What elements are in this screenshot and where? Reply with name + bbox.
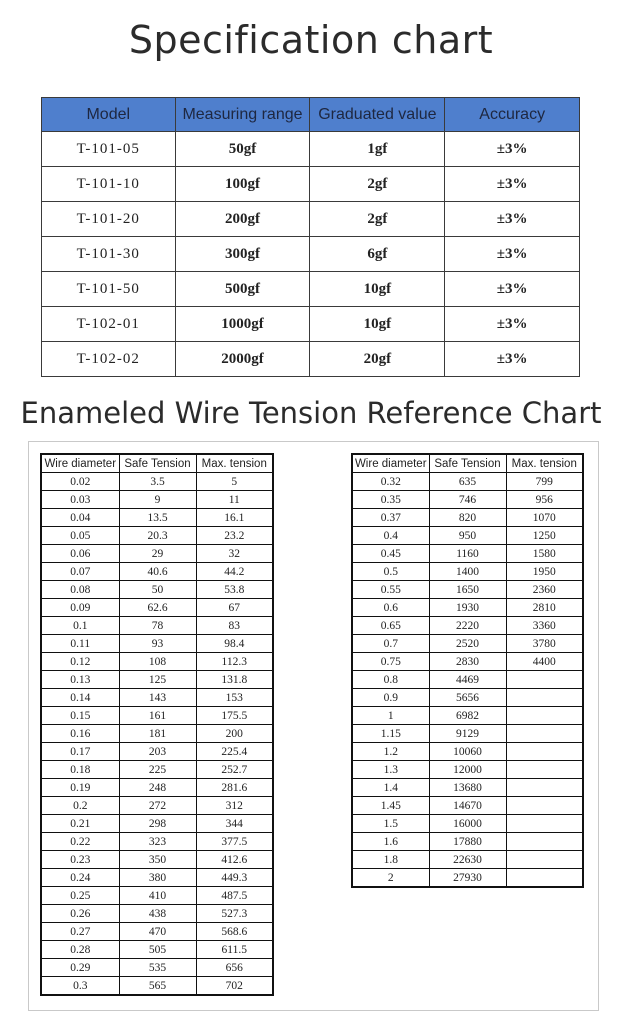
safe-tension-cell: 635 xyxy=(429,473,506,491)
graduated-value-cell: 10gf xyxy=(310,307,445,342)
wire-diameter-cell: 1.6 xyxy=(352,833,429,851)
max-tension-cell: 568.6 xyxy=(196,923,273,941)
safe-tension-cell: 6982 xyxy=(429,707,506,725)
wire-diameter-cell: 1.4 xyxy=(352,779,429,797)
header-wire-diameter: Wire diameter xyxy=(41,454,119,473)
graduated-value-cell: 2gf xyxy=(310,167,445,202)
max-tension-cell: 3360 xyxy=(506,617,583,635)
spec-table-row xyxy=(42,307,580,342)
wire-diameter-cell: 0.25 xyxy=(41,887,119,905)
header-safe-tension: Safe Tension xyxy=(119,454,196,473)
max-tension-cell xyxy=(506,851,583,869)
safe-tension-cell: 78 xyxy=(119,617,196,635)
wire-diameter-cell: 0.02 xyxy=(41,473,119,491)
wire-diameter-cell: 0.14 xyxy=(41,689,119,707)
max-tension-cell: 112.3 xyxy=(196,653,273,671)
wire-diameter-cell: 0.6 xyxy=(352,599,429,617)
safe-tension-cell: 950 xyxy=(429,527,506,545)
accuracy-cell: ±3% xyxy=(445,307,580,342)
max-tension-cell: 53.8 xyxy=(196,581,273,599)
tension-table-row xyxy=(352,797,583,815)
accuracy-cell: ±3% xyxy=(445,202,580,237)
tension-table-row xyxy=(41,707,273,725)
safe-tension-cell: 5656 xyxy=(429,689,506,707)
tension-table-row xyxy=(41,887,273,905)
wire-diameter-cell: 0.35 xyxy=(352,491,429,509)
tension-table-row xyxy=(41,797,273,815)
max-tension-cell xyxy=(506,869,583,888)
max-tension-cell: 487.5 xyxy=(196,887,273,905)
spec-table-row xyxy=(42,272,580,307)
tension-table-row xyxy=(352,869,583,888)
wire-diameter-cell: 0.13 xyxy=(41,671,119,689)
wire-diameter-cell: 0.22 xyxy=(41,833,119,851)
wire-diameter-cell: 0.3 xyxy=(41,977,119,996)
tension-table-row xyxy=(41,815,273,833)
tension-table-left xyxy=(40,453,274,996)
safe-tension-cell: 820 xyxy=(429,509,506,527)
tension-table-row xyxy=(41,491,273,509)
graduated-value-cell: 6gf xyxy=(310,237,445,272)
spec-header-graduated-value: Graduated value xyxy=(310,98,445,132)
tension-table-row xyxy=(352,779,583,797)
accuracy-cell: ±3% xyxy=(445,342,580,377)
tension-table-right xyxy=(351,453,584,888)
tension-table-row xyxy=(352,527,583,545)
tension-table-row xyxy=(41,923,273,941)
measuring-range-cell: 300gf xyxy=(175,237,310,272)
wire-diameter-cell: 0.23 xyxy=(41,851,119,869)
tension-table-row xyxy=(41,977,273,996)
wire-diameter-cell: 0.07 xyxy=(41,563,119,581)
wire-diameter-cell: 0.04 xyxy=(41,509,119,527)
max-tension-cell: 1950 xyxy=(506,563,583,581)
wire-diameter-cell: 0.29 xyxy=(41,959,119,977)
max-tension-cell: 200 xyxy=(196,725,273,743)
max-tension-cell: 1070 xyxy=(506,509,583,527)
safe-tension-cell: 14670 xyxy=(429,797,506,815)
max-tension-cell: 5 xyxy=(196,473,273,491)
max-tension-cell: 1580 xyxy=(506,545,583,563)
tension-table-row xyxy=(352,581,583,599)
max-tension-cell: 281.6 xyxy=(196,779,273,797)
safe-tension-cell: 27930 xyxy=(429,869,506,888)
wire-diameter-cell: 0.37 xyxy=(352,509,429,527)
measuring-range-cell: 2000gf xyxy=(175,342,310,377)
max-tension-cell: 32 xyxy=(196,545,273,563)
max-tension-cell: 702 xyxy=(196,977,273,996)
spec-chart-title: Specification chart xyxy=(128,18,494,62)
max-tension-cell xyxy=(506,797,583,815)
model-cell: T-101-05 xyxy=(42,132,176,167)
wire-diameter-cell: 0.21 xyxy=(41,815,119,833)
safe-tension-cell: 161 xyxy=(119,707,196,725)
max-tension-cell xyxy=(506,833,583,851)
spec-table xyxy=(41,97,580,377)
max-tension-cell: 799 xyxy=(506,473,583,491)
safe-tension-cell: 438 xyxy=(119,905,196,923)
tension-table-row xyxy=(352,491,583,509)
wire-diameter-cell: 0.15 xyxy=(41,707,119,725)
tension-table-row xyxy=(352,599,583,617)
safe-tension-cell: 181 xyxy=(119,725,196,743)
tension-table-row xyxy=(41,635,273,653)
header-safe-tension: Safe Tension xyxy=(429,454,506,473)
safe-tension-cell: 1650 xyxy=(429,581,506,599)
safe-tension-cell: 9 xyxy=(119,491,196,509)
measuring-range-cell: 50gf xyxy=(175,132,310,167)
spec-table-row xyxy=(42,237,580,272)
wire-diameter-cell: 0.11 xyxy=(41,635,119,653)
wire-diameter-cell: 0.26 xyxy=(41,905,119,923)
max-tension-cell: 377.5 xyxy=(196,833,273,851)
tension-table-row xyxy=(41,545,273,563)
wire-diameter-cell: 0.7 xyxy=(352,635,429,653)
max-tension-cell: 98.4 xyxy=(196,635,273,653)
max-tension-cell xyxy=(506,815,583,833)
graduated-value-cell: 20gf xyxy=(310,342,445,377)
wire-diameter-cell: 0.9 xyxy=(352,689,429,707)
max-tension-cell: 611.5 xyxy=(196,941,273,959)
tension-chart-panel xyxy=(28,441,599,1011)
model-cell: T-101-20 xyxy=(42,202,176,237)
tension-table-row xyxy=(352,635,583,653)
tension-table-row xyxy=(352,761,583,779)
tension-table-row xyxy=(41,833,273,851)
safe-tension-cell: 10060 xyxy=(429,743,506,761)
tension-chart-title: Enameled Wire Tension Reference Chart xyxy=(20,396,602,430)
wire-diameter-cell: 0.18 xyxy=(41,761,119,779)
model-cell: T-101-50 xyxy=(42,272,176,307)
max-tension-cell: 2810 xyxy=(506,599,583,617)
tension-table-row xyxy=(41,779,273,797)
safe-tension-cell: 16000 xyxy=(429,815,506,833)
max-tension-cell: 4400 xyxy=(506,653,583,671)
tension-table-row xyxy=(41,653,273,671)
tension-table-row xyxy=(41,959,273,977)
spec-table-row xyxy=(42,342,580,377)
wire-diameter-cell: 0.08 xyxy=(41,581,119,599)
max-tension-cell: 527.3 xyxy=(196,905,273,923)
safe-tension-cell: 1160 xyxy=(429,545,506,563)
graduated-value-cell: 1gf xyxy=(310,132,445,167)
accuracy-cell: ±3% xyxy=(445,272,580,307)
measuring-range-cell: 100gf xyxy=(175,167,310,202)
safe-tension-cell: 746 xyxy=(429,491,506,509)
tension-table-row xyxy=(41,563,273,581)
max-tension-cell: 656 xyxy=(196,959,273,977)
safe-tension-cell: 20.3 xyxy=(119,527,196,545)
tension-table-row xyxy=(41,851,273,869)
tension-table-row xyxy=(41,671,273,689)
safe-tension-cell: 50 xyxy=(119,581,196,599)
safe-tension-cell: 12000 xyxy=(429,761,506,779)
header-max-tension: Max. tension xyxy=(196,454,273,473)
wire-diameter-cell: 1.8 xyxy=(352,851,429,869)
safe-tension-cell: 203 xyxy=(119,743,196,761)
max-tension-cell xyxy=(506,743,583,761)
wire-diameter-cell: 0.06 xyxy=(41,545,119,563)
wire-diameter-cell: 0.8 xyxy=(352,671,429,689)
tension-table-row xyxy=(352,509,583,527)
spec-header-measuring-range: Measuring range xyxy=(175,98,310,132)
tension-table-row xyxy=(352,653,583,671)
measuring-range-cell: 200gf xyxy=(175,202,310,237)
max-tension-cell: 175.5 xyxy=(196,707,273,725)
wire-diameter-cell: 1.15 xyxy=(352,725,429,743)
safe-tension-cell: 40.6 xyxy=(119,563,196,581)
safe-tension-cell: 565 xyxy=(119,977,196,996)
max-tension-cell: 956 xyxy=(506,491,583,509)
max-tension-cell xyxy=(506,725,583,743)
safe-tension-cell: 29 xyxy=(119,545,196,563)
tension-table-row xyxy=(352,689,583,707)
safe-tension-cell: 505 xyxy=(119,941,196,959)
wire-diameter-cell: 0.27 xyxy=(41,923,119,941)
tension-table-row xyxy=(352,833,583,851)
safe-tension-cell: 470 xyxy=(119,923,196,941)
tension-table-row xyxy=(41,941,273,959)
tension-table-row xyxy=(41,617,273,635)
wire-diameter-cell: 0.12 xyxy=(41,653,119,671)
safe-tension-cell: 225 xyxy=(119,761,196,779)
safe-tension-cell: 350 xyxy=(119,851,196,869)
header-max-tension: Max. tension xyxy=(506,454,583,473)
max-tension-cell: 1250 xyxy=(506,527,583,545)
safe-tension-cell: 125 xyxy=(119,671,196,689)
safe-tension-cell: 380 xyxy=(119,869,196,887)
wire-diameter-cell: 1.5 xyxy=(352,815,429,833)
spec-header-model: Model xyxy=(42,98,176,132)
safe-tension-cell: 410 xyxy=(119,887,196,905)
wire-diameter-cell: 0.16 xyxy=(41,725,119,743)
tension-table-row xyxy=(41,905,273,923)
tension-table-row xyxy=(352,743,583,761)
wire-diameter-cell: 1.3 xyxy=(352,761,429,779)
model-cell: T-102-02 xyxy=(42,342,176,377)
safe-tension-cell: 9129 xyxy=(429,725,506,743)
wire-diameter-cell: 0.2 xyxy=(41,797,119,815)
max-tension-cell: 44.2 xyxy=(196,563,273,581)
wire-diameter-cell: 0.28 xyxy=(41,941,119,959)
tension-table-row xyxy=(352,707,583,725)
wire-diameter-cell: 1 xyxy=(352,707,429,725)
safe-tension-cell: 3.5 xyxy=(119,473,196,491)
safe-tension-cell: 13680 xyxy=(429,779,506,797)
safe-tension-cell: 17880 xyxy=(429,833,506,851)
max-tension-cell: 67 xyxy=(196,599,273,617)
max-tension-cell: 131.8 xyxy=(196,671,273,689)
max-tension-cell: 16.1 xyxy=(196,509,273,527)
wire-diameter-cell: 1.2 xyxy=(352,743,429,761)
tension-table-row xyxy=(41,599,273,617)
wire-diameter-cell: 0.32 xyxy=(352,473,429,491)
safe-tension-cell: 248 xyxy=(119,779,196,797)
max-tension-cell xyxy=(506,671,583,689)
wire-diameter-cell: 0.24 xyxy=(41,869,119,887)
spec-header-accuracy: Accuracy xyxy=(445,98,580,132)
safe-tension-cell: 1400 xyxy=(429,563,506,581)
tension-table-row xyxy=(41,869,273,887)
model-cell: T-101-30 xyxy=(42,237,176,272)
safe-tension-cell: 2520 xyxy=(429,635,506,653)
safe-tension-cell: 535 xyxy=(119,959,196,977)
tension-table-row xyxy=(352,851,583,869)
wire-diameter-cell: 0.03 xyxy=(41,491,119,509)
safe-tension-cell: 323 xyxy=(119,833,196,851)
max-tension-cell: 83 xyxy=(196,617,273,635)
tension-header-row xyxy=(41,454,273,473)
model-cell: T-101-10 xyxy=(42,167,176,202)
tension-table-row xyxy=(41,581,273,599)
wire-diameter-cell: 0.45 xyxy=(352,545,429,563)
max-tension-cell xyxy=(506,707,583,725)
safe-tension-cell: 1930 xyxy=(429,599,506,617)
graduated-value-cell: 10gf xyxy=(310,272,445,307)
graduated-value-cell: 2gf xyxy=(310,202,445,237)
safe-tension-cell: 272 xyxy=(119,797,196,815)
tension-table-row xyxy=(41,689,273,707)
wire-diameter-cell: 0.4 xyxy=(352,527,429,545)
max-tension-cell: 2360 xyxy=(506,581,583,599)
wire-diameter-cell: 0.17 xyxy=(41,743,119,761)
wire-diameter-cell: 0.19 xyxy=(41,779,119,797)
tension-table-row xyxy=(41,473,273,491)
max-tension-cell xyxy=(506,779,583,797)
safe-tension-cell: 108 xyxy=(119,653,196,671)
safe-tension-cell: 298 xyxy=(119,815,196,833)
safe-tension-cell: 4469 xyxy=(429,671,506,689)
max-tension-cell: 153 xyxy=(196,689,273,707)
measuring-range-cell: 500gf xyxy=(175,272,310,307)
accuracy-cell: ±3% xyxy=(445,167,580,202)
spec-table-row xyxy=(42,132,580,167)
wire-diameter-cell: 1.45 xyxy=(352,797,429,815)
tension-table-row xyxy=(41,761,273,779)
safe-tension-cell: 2830 xyxy=(429,653,506,671)
wire-diameter-cell: 2 xyxy=(352,869,429,888)
wire-diameter-cell: 0.09 xyxy=(41,599,119,617)
tension-table-row xyxy=(352,815,583,833)
header-wire-diameter: Wire diameter xyxy=(352,454,429,473)
wire-diameter-cell: 0.65 xyxy=(352,617,429,635)
model-cell: T-102-01 xyxy=(42,307,176,342)
measuring-range-cell: 1000gf xyxy=(175,307,310,342)
safe-tension-cell: 143 xyxy=(119,689,196,707)
wire-diameter-cell: 0.1 xyxy=(41,617,119,635)
wire-diameter-cell: 0.05 xyxy=(41,527,119,545)
max-tension-cell: 412.6 xyxy=(196,851,273,869)
spec-table-row xyxy=(42,167,580,202)
max-tension-cell: 11 xyxy=(196,491,273,509)
safe-tension-cell: 62.6 xyxy=(119,599,196,617)
safe-tension-cell: 93 xyxy=(119,635,196,653)
spec-table-row xyxy=(42,202,580,237)
tension-table-row xyxy=(41,527,273,545)
tension-table-row xyxy=(41,509,273,527)
accuracy-cell: ±3% xyxy=(445,132,580,167)
tension-table-row xyxy=(352,545,583,563)
max-tension-cell: 23.2 xyxy=(196,527,273,545)
tension-table-row xyxy=(41,725,273,743)
safe-tension-cell: 2220 xyxy=(429,617,506,635)
safe-tension-cell: 22630 xyxy=(429,851,506,869)
max-tension-cell: 3780 xyxy=(506,635,583,653)
max-tension-cell: 225.4 xyxy=(196,743,273,761)
wire-diameter-cell: 0.75 xyxy=(352,653,429,671)
max-tension-cell: 252.7 xyxy=(196,761,273,779)
tension-table-row xyxy=(352,617,583,635)
tension-table-row xyxy=(352,725,583,743)
tension-table-row xyxy=(352,473,583,491)
wire-diameter-cell: 0.5 xyxy=(352,563,429,581)
accuracy-cell: ±3% xyxy=(445,237,580,272)
spec-header-row xyxy=(42,98,580,132)
safe-tension-cell: 13.5 xyxy=(119,509,196,527)
max-tension-cell xyxy=(506,761,583,779)
max-tension-cell: 449.3 xyxy=(196,869,273,887)
tension-table-row xyxy=(352,671,583,689)
wire-diameter-cell: 0.55 xyxy=(352,581,429,599)
max-tension-cell xyxy=(506,689,583,707)
max-tension-cell: 312 xyxy=(196,797,273,815)
tension-table-row xyxy=(41,743,273,761)
max-tension-cell: 344 xyxy=(196,815,273,833)
tension-table-row xyxy=(352,563,583,581)
tension-header-row xyxy=(352,454,583,473)
